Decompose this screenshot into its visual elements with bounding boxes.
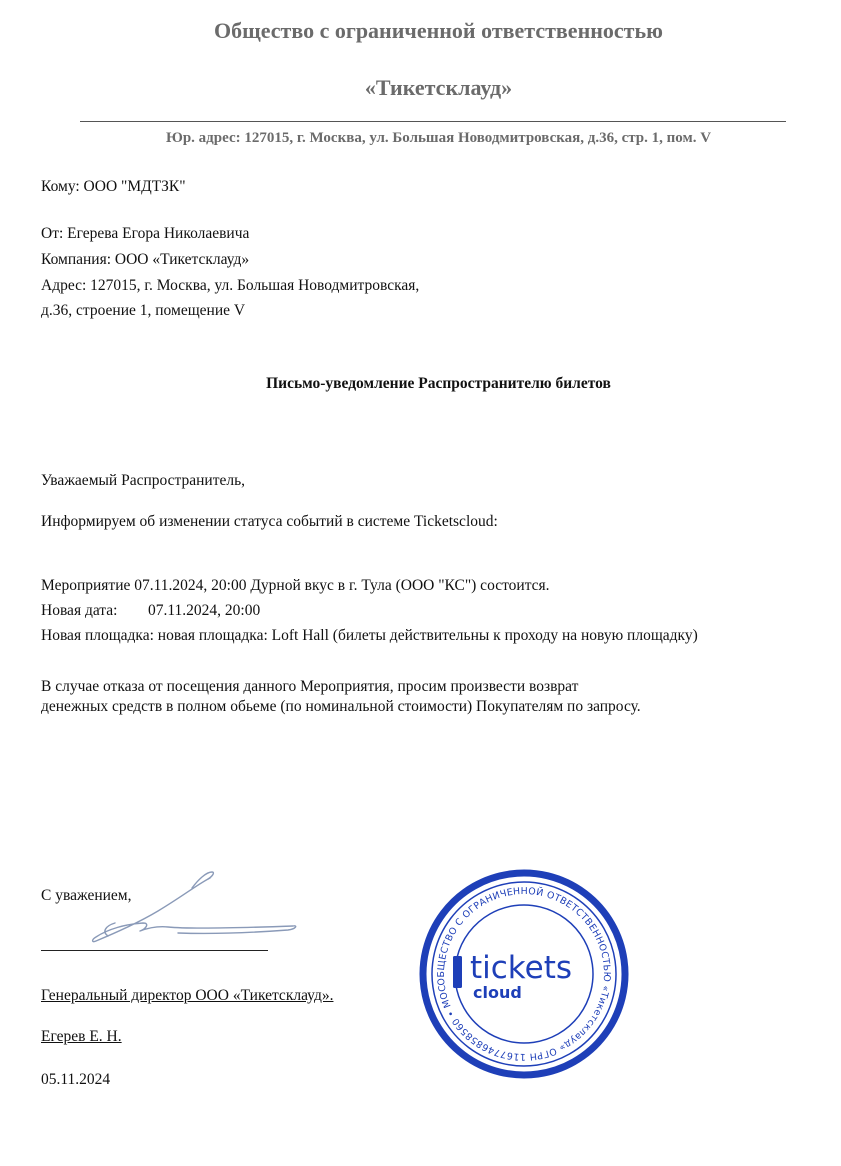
new-venue: Новая площадка: новая площадка: Loft Hall (билеты действительны к проходу на новую площадку) bbox=[41, 627, 698, 644]
refund-text-line1: В случае отказа от посещения данного Мероприятия, просим произвести возврат bbox=[41, 678, 579, 695]
stamp-logo-tickets: tickets bbox=[470, 950, 573, 986]
legal-address: Юр. адрес: 127015, г. Москва, ул. Большая Новодмитровская, д.36, стр. 1, пом. V bbox=[165, 130, 712, 146]
signer-position: Генеральный директор ООО «Тикетсклауд». bbox=[41, 987, 334, 1004]
header-divider bbox=[80, 121, 786, 122]
sender-company: Компания: ООО «Тикетсклауд» bbox=[41, 251, 250, 268]
company-form-heading: Общество с ограниченной ответственностью bbox=[214, 18, 663, 43]
recipient-line: Кому: ООО "МДТЗК" bbox=[41, 178, 186, 195]
stamp-logo-cloud: cloud bbox=[473, 983, 522, 1002]
company-stamp bbox=[418, 868, 630, 1080]
stamp-logo-mark bbox=[453, 956, 462, 988]
handwritten-signature bbox=[88, 866, 303, 951]
closing-regards: С уважением, bbox=[41, 887, 132, 904]
signer-name: Егерев Е. Н. bbox=[41, 1028, 122, 1045]
signature-line bbox=[41, 950, 268, 951]
letter-title: Письмо-уведомление Распространителю билетов bbox=[266, 375, 611, 392]
intro-text: Информируем об изменении статуса событий в системе Ticketscloud: bbox=[41, 513, 498, 530]
new-date-label: Новая дата: bbox=[41, 602, 118, 619]
letter-date: 05.11.2024 bbox=[41, 1071, 111, 1088]
company-name-heading: «Тикетсклауд» bbox=[364, 75, 513, 100]
new-date-value: 07.11.2024, 20:00 bbox=[148, 602, 261, 619]
sender-address-line2: д.36, строение 1, помещение V bbox=[41, 302, 246, 319]
stamp-ring-text: ОБЩЕСТВО С ОГРАНИЧЕННОЙ ОТВЕТСТВЕННОСТЬЮ «Тикетсклауд» ОГРН 1167746858560 • МОСКВА bbox=[435, 885, 613, 1063]
greeting: Уважаемый Распространитель, bbox=[41, 472, 246, 489]
sender-address-line1: Адрес: 127015, г. Москва, ул. Большая Новодмитровская, bbox=[41, 277, 420, 294]
event-status: Мероприятие 07.11.2024, 20:00 Дурной вкус в г. Тула (ООО "КС") состоится. bbox=[41, 577, 550, 594]
sender-name: От: Егерева Егора Николаевича bbox=[41, 225, 250, 242]
refund-text-line2: денежных средств в полном обьеме (по номинальной стоимости) Покупателям по запросу. bbox=[41, 698, 641, 715]
